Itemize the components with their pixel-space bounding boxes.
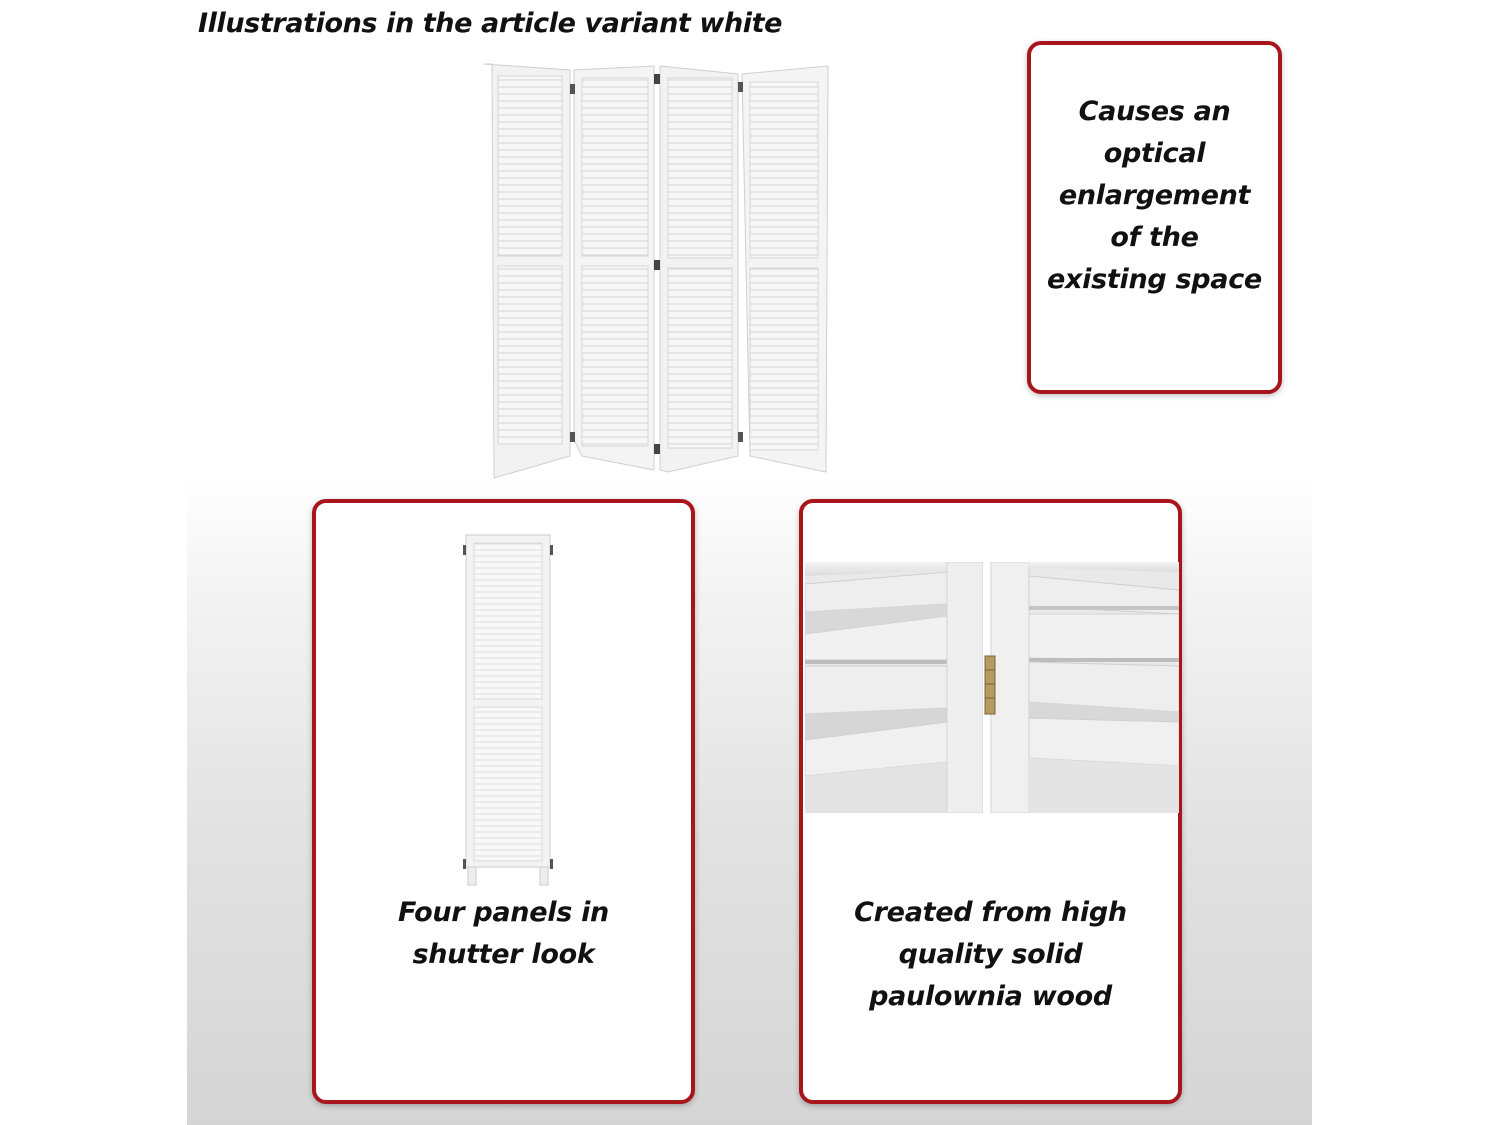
feature-text-paulownia-wood: Created from high quality solid paulownia wood [854, 897, 1127, 1012]
feature-card-paulownia-wood [799, 499, 1182, 1104]
hinge-closeup-image [805, 562, 1179, 813]
page-heading: Illustrations in the article variant white [198, 8, 783, 39]
feature-card-optical-enlargement [1027, 41, 1282, 394]
folding-screen-image [478, 60, 834, 480]
feature-text-four-panels: Four panels in shutter look [398, 897, 609, 970]
single-panel-image [462, 533, 556, 889]
feature-card-four-panels [312, 499, 695, 1104]
feature-text-optical-enlargement: Causes an optical enlargement of the existing space [1047, 96, 1262, 295]
